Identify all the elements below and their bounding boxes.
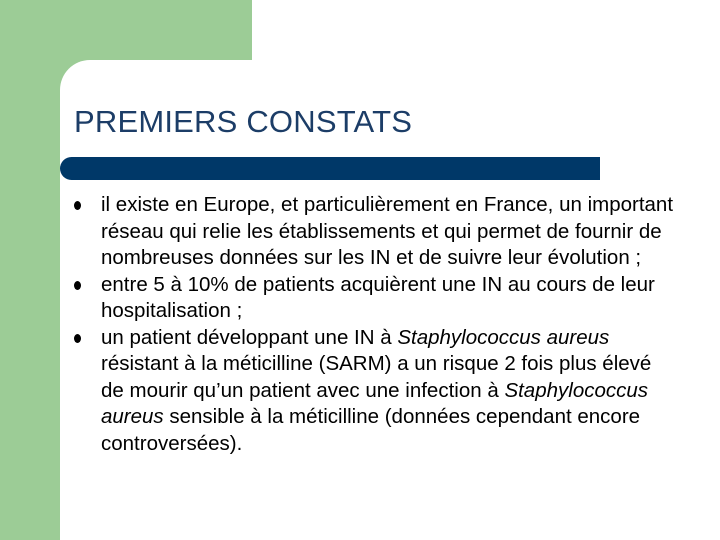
bullet-icon <box>74 201 81 210</box>
bullet-text <box>101 273 655 323</box>
bullet-text <box>101 193 673 269</box>
species-name-italic: Staphylococcus aureus <box>101 378 649 428</box>
bullet-item <box>74 325 674 458</box>
decorative-green-strip <box>0 0 60 540</box>
bullet-text <box>101 326 651 455</box>
text-segment: un patient développant une IN à <box>101 325 398 349</box>
species-name-italic: Staphylococcus aureus <box>397 325 610 349</box>
title-underline-bar <box>60 157 600 180</box>
text-segment: entre 5 à 10% de patients acquièrent une IN au cours de leur hospitalisation ; <box>101 272 655 322</box>
bullet-item <box>74 272 674 325</box>
bullet-icon <box>74 334 81 343</box>
slide-title: PREMIERS CONSTATS <box>74 104 413 139</box>
bullet-icon <box>74 281 81 290</box>
text-segment: sensible à la méticilline (données cependant encore controversées). <box>101 405 641 455</box>
text-segment: il existe en Europe, et particulièrement en France, un important réseau qui relie les établissements et qui permet de fournir de nombreuses données sur les IN et de suivre leur évolution ; <box>101 193 674 269</box>
bullet-list <box>74 192 674 457</box>
text-segment: résistant à la méticilline (SARM) a un risque 2 fois plus élevé de mourir qu’un patient avec une infection à <box>101 352 652 402</box>
bullet-item <box>74 192 674 272</box>
